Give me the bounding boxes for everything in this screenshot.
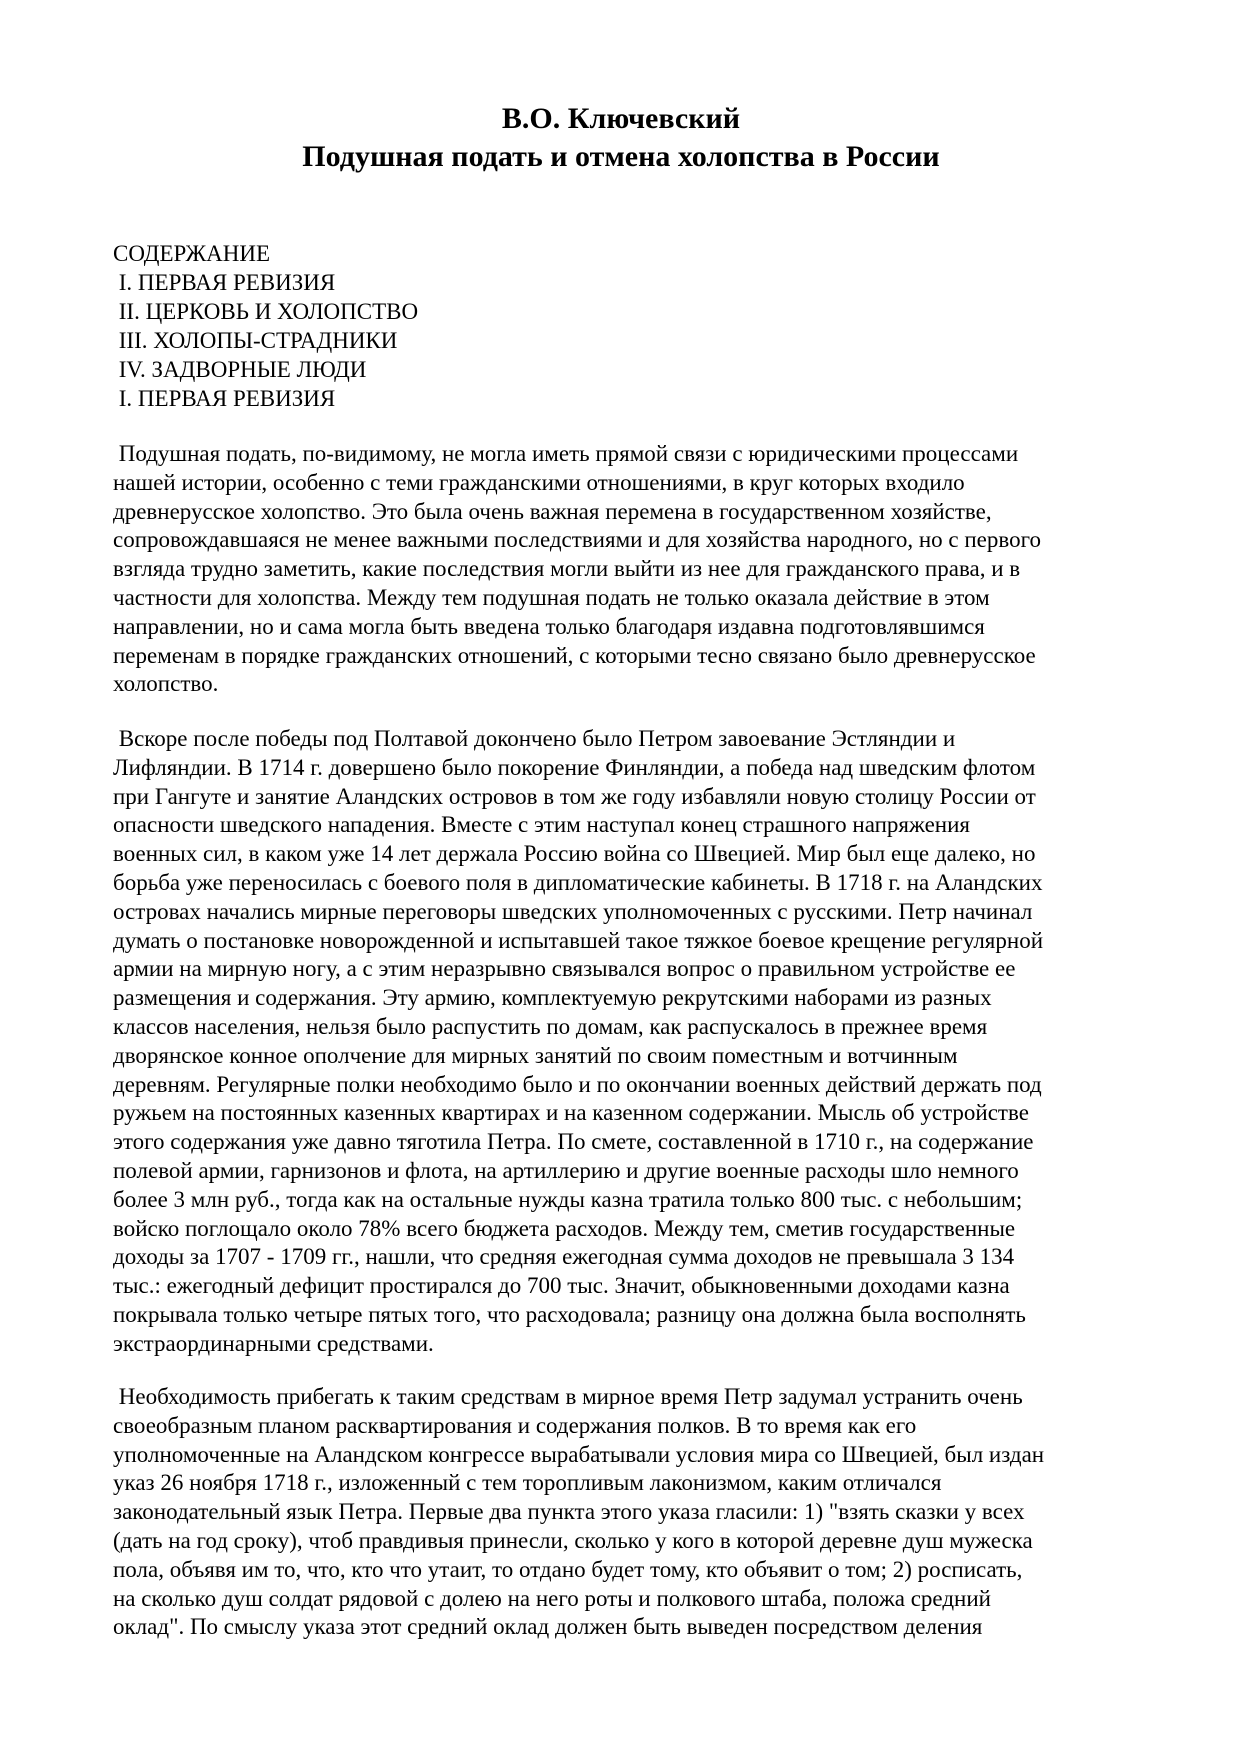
text-line: холопство. (113, 671, 219, 697)
text-line: опасности шведского нападения. Вместе с этим наступал конец страшного напряжения (113, 812, 970, 838)
text-line: пола, объявя им то, что, кто что утаит, то отдано будет тому, кто объявит о том; 2) росписать, (113, 1556, 1023, 1582)
text-line: экстраординарными средствами. (113, 1330, 434, 1356)
text-line: оклад". По смыслу указа этот средний оклад должен быть выведен посредством деления (113, 1614, 983, 1640)
text-line: думать о постановке новорожденной и испытавшей такое тяжкое боевое крещение регулярной (113, 927, 1044, 953)
text-line: тыс.: ежегодный дефицит простирался до 700 тыс. Значит, обыкновенными доходами казна (113, 1273, 1010, 1299)
text-line: при Гангуте и занятие Аландских островов в том же году избавляли новую столицу России от (113, 783, 1036, 809)
text-line: полевой армии, гарнизонов и флота, на артиллерию и другие военные расходы шло немного (113, 1157, 1019, 1183)
paragraph-2 (113, 725, 1133, 1359)
text-line: сопровождавшаяся не менее важными последствиями и для хозяйства народного, но с первого (113, 527, 1041, 553)
text-line: островах начались мирные переговоры шведских уполномоченных с русскими. Петр начинал (113, 898, 1033, 924)
text-line: Лифляндии. В 1714 г. довершено было покорение Финляндии, а победа над шведским флотом (113, 754, 1036, 780)
text-line: этого содержания уже давно тяготила Петра. По смете, составленной в 1710 г., на содержание (113, 1129, 1034, 1155)
text-line: направлении, но и сама могла быть введена только благодаря издавна подготовлявшимся (113, 613, 985, 639)
toc-item[interactable]: I. ПЕРВАЯ РЕВИЗИЯ (113, 270, 336, 295)
text-line: размещения и содержания. Эту армию, комплектуемую рекрутскими наборами из разных (113, 985, 992, 1011)
text-line: деревням. Регулярные полки необходимо было и по окончании военных действий держать под (113, 1071, 1042, 1097)
author-name: В.О. Ключевский (501, 102, 741, 135)
toc-item[interactable]: IV. ЗАДВОРНЫЕ ЛЮДИ (113, 357, 367, 382)
toc-item[interactable]: III. ХОЛОПЫ-СТРАДНИКИ (113, 328, 398, 353)
text-line: борьба уже переносилась с боевого поля в дипломатические кабинеты. В 1718 г. на Аландских (113, 869, 1043, 895)
paragraph-1 (113, 440, 1133, 699)
text-line: классов населения, нельзя было распустить по домам, как распускалось в прежнее время (113, 1013, 988, 1039)
text-line: более 3 млн руб., тогда как на остальные нужды казна тратила только 800 тыс. с небольшим; (113, 1186, 1023, 1212)
text-line: войско поглощало около 78% всего бюджета расходов. Между тем, сметив государственные (113, 1215, 1016, 1241)
toc-item[interactable]: I. ПЕРВАЯ РЕВИЗИЯ (113, 386, 336, 411)
text-line: переменам в порядке гражданских отношений, с которыми тесно связано было древнерусское (113, 642, 1036, 668)
text-line: дворянское конное ополчение для мирных занятий по своим поместным и вотчинным (113, 1042, 958, 1068)
text-line: военных сил, в каком уже 14 лет держала Россию война со Швецией. Мир был еще далеко, но (113, 841, 1036, 867)
paragraph-3 (113, 1383, 1133, 1642)
table-of-contents (113, 239, 1133, 413)
text-line: древнерусское холопство. Это была очень важная перемена в государственном хозяйстве, (113, 498, 992, 524)
text-line: уполномоченные на Аландском конгрессе вырабатывали условия мира со Швецией, был издан (113, 1441, 1045, 1467)
text-line: указ 26 ноября 1718 г., изложенный с тем торопливым лаконизмом, каким отличался (113, 1470, 942, 1496)
text-line: частности для холопства. Между тем подушная подать не только оказала действие в этом (113, 584, 990, 610)
text-line: своеобразным планом расквартирования и содержания полков. В то время как его (113, 1412, 917, 1438)
text-line: Вскоре после победы под Полтавой докончено было Петром завоевание Эстляндии и (113, 726, 956, 751)
text-line: армии на мирную ногу, а с этим неразрывно связывался вопрос о правильном устройстве ее (113, 956, 1016, 982)
text-line: (дать на год сроку), чтоб правдивыя принесли, сколько у кого в которой деревне душ мужеска (113, 1527, 1033, 1553)
text-line: Подушная подать, по-видимому, не могла иметь прямой связи с юридическими процессами (113, 441, 1019, 466)
text-line: нашей истории, особенно с теми гражданскими отношениями, в круг которых входило (113, 469, 965, 495)
text-line: Необходимость прибегать к таким средствам в мирное время Петр задумал устранить очень (113, 1384, 1023, 1409)
text-line: на сколько душ солдат рядовой с долею на него роты и полкового штаба, положа средний (113, 1585, 991, 1611)
title-block (0, 100, 1242, 176)
text-line: взгляда трудно заметить, какие последствия могли выйти из нее для гражданского права, и в (113, 556, 1021, 582)
toc-heading: СОДЕРЖАНИЕ (113, 241, 271, 266)
text-line: покрывала только четыре пятых того, что расходовала; разницу она должна была восполнять (113, 1301, 1026, 1327)
document-title: Подушная подать и отмена холопства в России (302, 140, 940, 173)
text-line: доходы за 1707 - 1709 гг., нашли, что средняя ежегодная сумма доходов не превышала 3 134 (113, 1244, 1015, 1270)
text-line: ружьем на постоянных казенных квартирах и на казенном содержании. Мысль об устройстве (113, 1100, 1029, 1126)
text-line: законодательный язык Петра. Первые два пункта этого указа гласили: 1) "взять сказки у всех (113, 1499, 1025, 1525)
toc-item[interactable]: II. ЦЕРКОВЬ И ХОЛОПСТВО (113, 299, 419, 324)
